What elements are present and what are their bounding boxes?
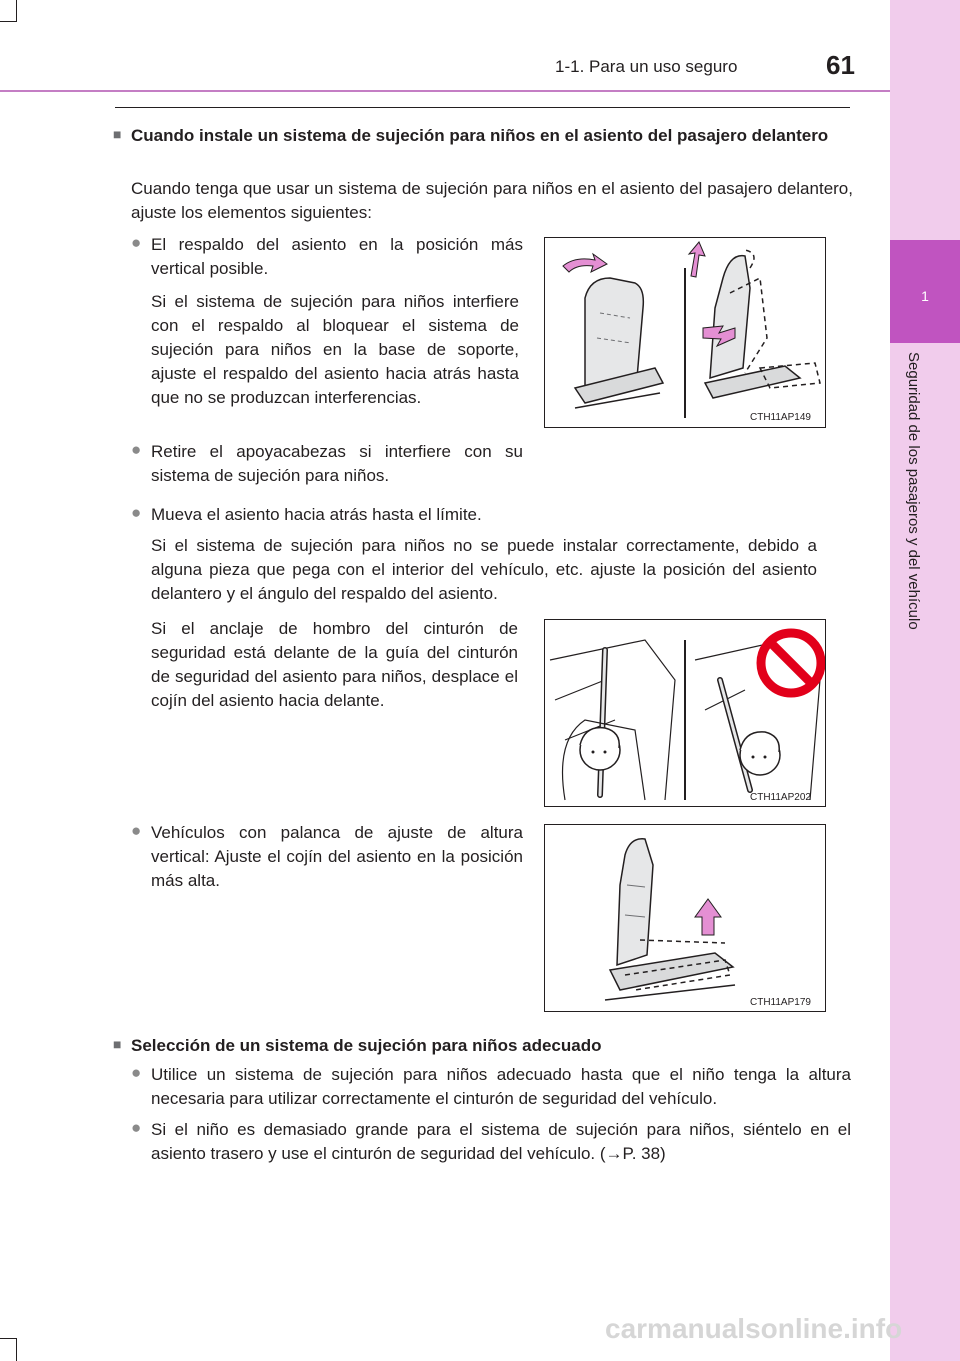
header-divider — [0, 90, 890, 92]
item-move-seat-back: Mueva el asiento hacia atrás hasta el límite. — [151, 505, 482, 524]
section1-title: Cuando instale un sistema de sujeción para niños en el asiento del pasajero delantero — [131, 126, 829, 145]
item-seatback-upright: El respaldo del asiento en la posición más vertical posible. — [151, 235, 523, 278]
item-appropriate-height: Utilice un sistema de sujeción para niños adecuado hasta que el niño tenga la altura necesaria para utilizar correctamente el cinturón de seguridad del vehículo. — [151, 1065, 851, 1108]
bullet-icon: ● — [131, 440, 142, 459]
crop-mark — [16, 1338, 17, 1361]
heading-marker: ■ — [113, 126, 122, 142]
seat-illustration — [545, 238, 825, 427]
figure-code: CTH11AP202 — [750, 792, 811, 803]
crop-mark — [16, 0, 17, 22]
bullet-icon: ● — [131, 821, 142, 840]
item-move-seat-note: Si el sistema de sujeción para niños no se puede instalar correctamente, debido a alguna pieza que pega con el interior del vehículo, etc. ajuste la posición del asiento delantero y el ángulo del respaldo del asiento. — [151, 536, 817, 603]
item-seat-height: Vehículos con palanca de ajuste de altura vertical: Ajuste el cojín del asiento en la posición más alta. — [151, 823, 523, 890]
figure-code: CTH11AP179 — [750, 997, 811, 1008]
heading-marker: ■ — [113, 1036, 122, 1052]
bullet-icon: ● — [131, 1063, 142, 1082]
watermark: carmanualsonline.info — [605, 1313, 903, 1344]
section1-intro: Cuando tenga que usar un sistema de sujeción para niños en el asiento del pasajero delantero, ajuste los elementos siguientes: — [131, 179, 853, 222]
item-shoulder-anchor-note: Si el anclaje de hombro del cinturón de seguridad está delante de la guía del cinturón de seguridad del asiento para niños, desplace el cojín del asiento hacia delante. — [151, 619, 518, 710]
prohibited-icon — [761, 633, 821, 693]
seat-height-illustration — [545, 825, 825, 1011]
bullet-icon: ● — [131, 233, 142, 252]
content-divider — [115, 107, 850, 108]
item-remove-headrest: Retire el apoyacabezas si interfiere con su sistema de sujeción para niños. — [151, 442, 523, 485]
page-number: 61 — [826, 50, 855, 80]
item-rear-seat: Si el niño es demasiado grande para el sistema de sujeción para niños, siéntelo en el asiento trasero y use el cinturón de seguridad del vehículo. (→P. 38) — [151, 1120, 851, 1163]
chapter-title: Seguridad de los pasajeros y del vehículo — [905, 352, 922, 630]
section-header: 1-1. Para un uso seguro — [555, 57, 738, 76]
bullet-icon: ● — [131, 1118, 142, 1137]
figure-seatback-adjust — [544, 237, 826, 428]
chapter-number: 1 — [921, 288, 929, 304]
crop-mark — [0, 1338, 17, 1339]
crop-mark — [0, 21, 17, 22]
section2-title: Selección de un sistema de sujeción para niños adecuado — [131, 1036, 602, 1055]
item-seatback-note: Si el sistema de sujeción para niños interfiere con el respaldo al bloquear el sistema de sujeción para niños en la base de soporte, ajuste el respaldo del asiento hacia atrás hasta que no se produzcan interferencias. — [151, 292, 519, 407]
bullet-icon: ● — [131, 503, 142, 522]
figure-code: CTH11AP149 — [750, 412, 811, 423]
side-tab-strip — [890, 0, 960, 1361]
figure-seatbelt-guide — [544, 619, 826, 807]
child-seat-illustration — [545, 620, 825, 806]
figure-seat-height — [544, 824, 826, 1012]
